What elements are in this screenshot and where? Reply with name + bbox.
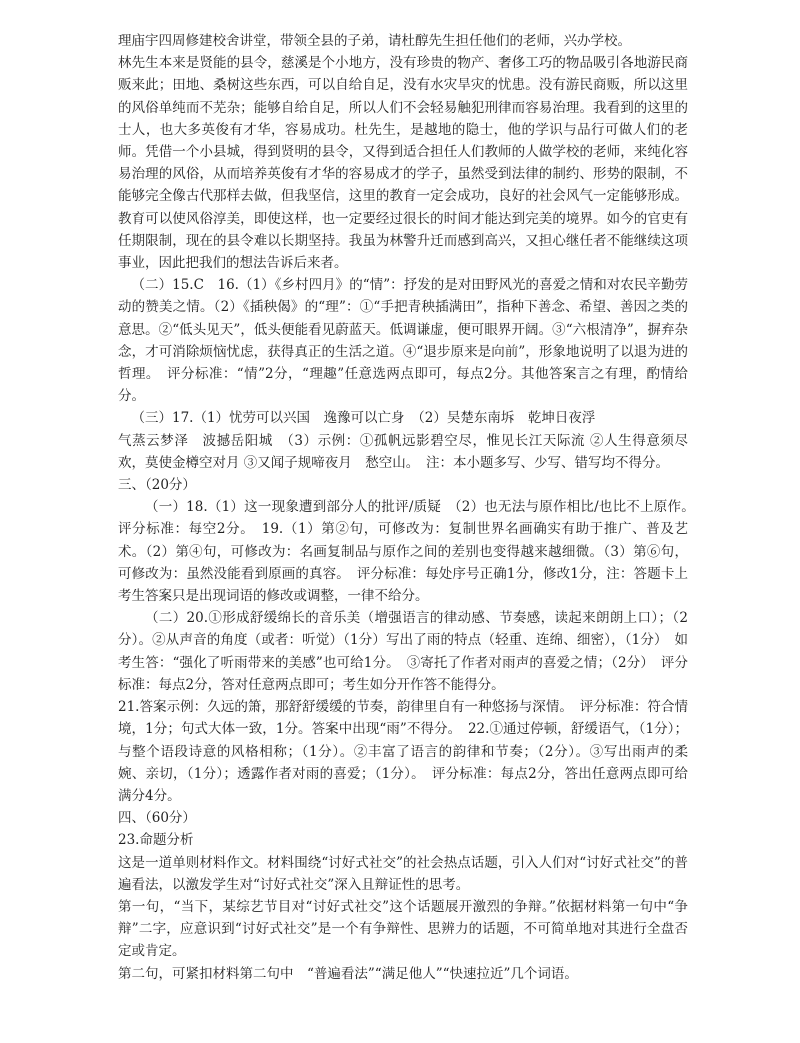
paragraph-translation: 林先生本来是贤能的县令，慈溪是个小地方，没有珍贵的物产、奢侈工巧的物品吸引各地游民商贩来此；田地、桑树这些东西，可以自给自足，没有水灾旱灾的忧患。没有游民商贩，所以这里的风俗单纯而不芜杂；能够自给自足，所以人们不会轻易触犯刑律而容易治理。我看到的这里的士人，也大多英俊有才华，容易成功。杜先生，是越地的隐士，他的学识与品行可做人们的老师。凭借一个小县城，得到贤明的县令，又得到适合担任人们教师的人做学校的老师，来纯化容易治理的风俗，从而培养英俊有才华的容易成才的学子，虽然受到法律的制约、形势的限制，不能够完全像古代那样去做，但我坚信，这里的教育一定会成功，良好的社会风气一定能够形成。教育可以使风俗淳美，即使这样，也一定要经过很长的时间才能达到完美的境界。如今的官吏有任期限制，现在的县令难以长期坚持。我虽为林警升迁而感到高兴，又担心继任者不能继续这项事业，因此把我们的想法告诉后来者。 [118,55,688,272]
paragraph-first-sentence: 第一句，“当下，某综艺节目对“讨好式社交”这个话题展开激烈的争辩。”依据材料第一句中“争辩”二字，应意识到“讨好式社交”是一个有争辩性、思辨力的话题，不可简单地对其进行全盘否定或肯定。 [118,898,688,960]
section-heading-four: 四、（60分） [118,810,196,827]
paragraph-school-founding: 理庙宇四周修建校舍讲堂，带领全县的子弟，请杜醇先生担任他们的老师，兴办学校。 [118,33,631,49]
paragraph-q17-line2: 气蒸云梦泽 波撼岳阳城 （3）示例：①孤帆远影碧空尽，惟见长江天际流 ②人生得意须尽欢，莫使金樽空对月 ③又闻子规啼夜月 愁空山。 注：本小题多写、少写、错写均不得分。 [118,432,688,471]
paragraph-q17-line1: （三）17.（1）忧劳可以兴国 逸豫可以亡身 （2）吴楚东南坼 乾坤日夜浮 [131,410,596,427]
paragraph-q15-16: （二）15.C 16.（1）《乡村四月》的“情”：抒发的是对田野风光的喜爱之情和对农民辛勤劳动的赞美之情。（2）《插秧偈》的“理”：①“手把青秧插满田”，指种下善念、希望、善因之类的意思。②“低头见天”，低头便能看见蔚蓝天。低调谦虚，便可眼界开阔。③“六根清净”，摒弃杂念，才可消除烦恼忧虑，获得真正的生活之道。④“退步原来是向前”，形象地说明了以退为进的哲理。 评分标准：“情”2分，“理趣”任意选两点即可，每点2分。其他答案言之有理，酌情给分。 [118,277,688,405]
question-23-title: 23.命题分析 [118,832,194,849]
paragraph-second-sentence: 第二句，可紧扣材料第二句中 “普遍看法”“满足他人”“快速拉近”几个词语。 [118,965,578,982]
paragraph-q20: （二）20.①形成舒缓绵长的音乐美（增强语言的律动感、节奏感，读起来朗朗上口）；（2分）。②从声音的角度（或者：听觉）（1分）写出了雨的特点（轻重、连绵、细密），（1分） 如考生答：“强化了听雨带来的美感”也可给1分。 ③寄托了作者对雨声的喜爱之情；（2分） 评分标准：每点2分，答对任意两点即可；考生如分开作答不能得分。 [118,610,688,693]
section-heading-three: 三、（20分） [118,477,196,494]
paragraph-q21-22: 21.答案示例：久远的箫，那舒舒缓缓的节奏，韵律里自有一种悠扬与深情。 评分标准：符合情境，1分；句式大体一致，1分。答案中出现“雨”不得分。 22.①通过停顿，舒缓语气，（1分）；与整个语段诗意的风格相称；（1分）。②丰富了语言的韵律和节奏；（2分）。③写出雨声的柔婉、亲切，（1分）；透露作者对雨的喜爱；（1分）。 评分标准：每点2分，答出任意两点即可给满分4分。 [118,699,688,804]
paragraph-analysis-intro: 这是一道单则材料作文。材料围绕“讨好式社交”的社会热点话题，引入人们对“讨好式社交”的普遍看法，以激发学生对“讨好式社交”深入且辩证性的思考。 [118,854,688,893]
answer-key-page [118,30,702,985]
paragraph-q18-19: （一）18.（1）这一现象遭到部分人的批评/质疑 （2）也无法与原作相比/也比不上原作。 评分标准：每空2分。 19.（1）第②句，可修改为：复制世界名画确实有助于推广、普及艺术。（2）第④句，可修改为：名画复制品与原作之间的差别也变得越来越细微。（3）第⑥句，可修改为：虽然没能看到原画的真容。 评分标准：每处序号正确1分，修改1分，注：答题卡上考生答案只是出现词语的修改或调整，一律不给分。 [118,499,702,605]
